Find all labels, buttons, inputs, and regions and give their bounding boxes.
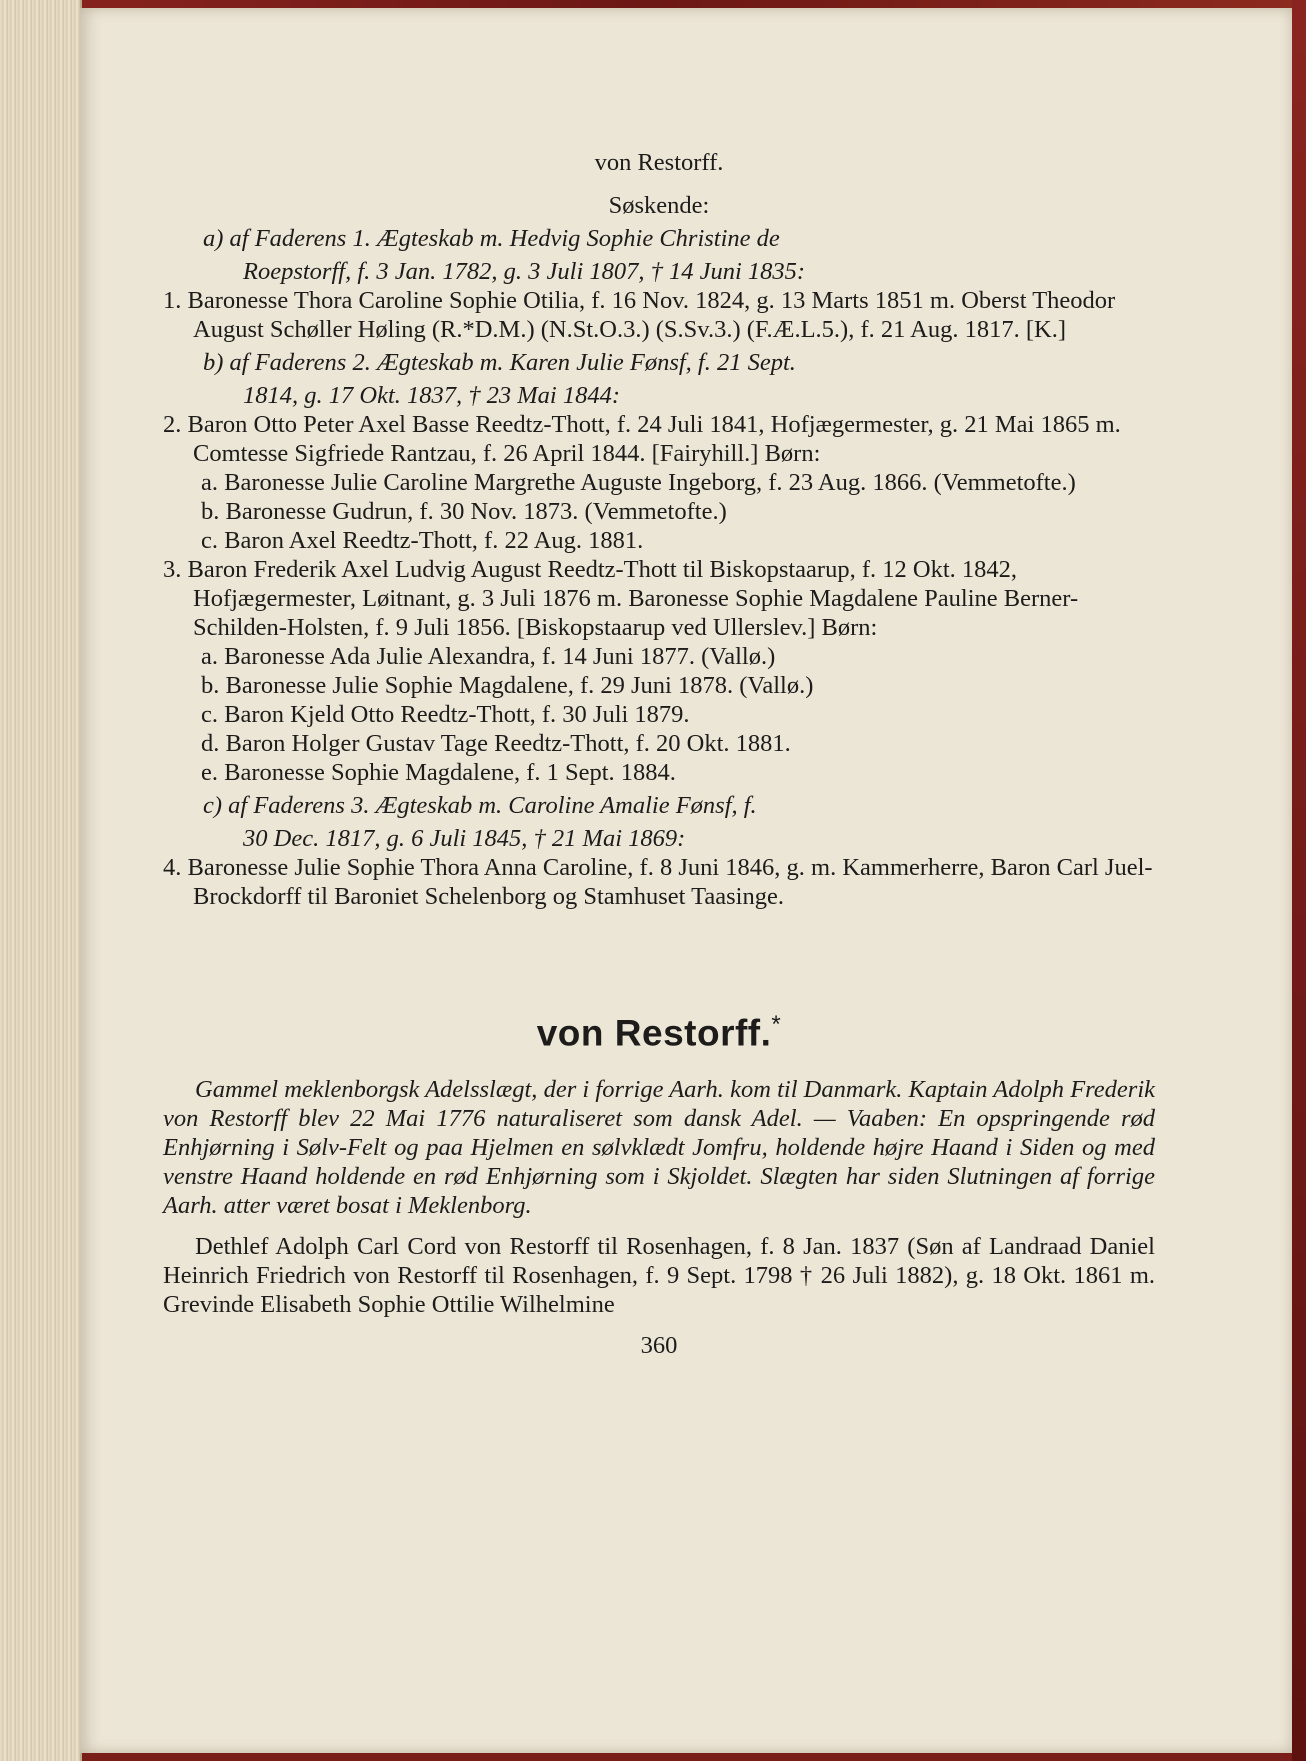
page-text [163, 148, 1155, 1360]
family-title-text: von Restorff. [536, 1012, 772, 1054]
page-stack-edge [0, 0, 82, 1761]
footnote-mark: * [771, 1011, 782, 1038]
subheading-a-line2: Roepstorff, f. 3 Jan. 1782, g. 3 Juli 1807, † 14 Juni 1835: [243, 258, 806, 285]
subheading-c-line2: 30 Dec. 1817, g. 6 Juli 1845, † 21 Mai 1869: [243, 825, 686, 852]
subheading-b-line1: b) af Faderens 2. Ægteskab m. Karen Julie Fønsf, f. 21 Sept. [203, 349, 796, 376]
book-cover-right [1292, 0, 1306, 1761]
family-title [163, 1005, 1155, 1053]
subheading-c-line1: c) af Faderens 3. Ægteskab m. Caroline Amalie Fønsf, f. [203, 792, 757, 819]
subheading-b-line2: 1814, g. 17 Okt. 1837, † 23 Mai 1844: [243, 382, 620, 409]
entry-3-child-d: d. Baron Holger Gustav Tage Reedtz-Thott, f. 20 Okt. 1881. [201, 730, 791, 757]
entry-4: 4. Baronesse Julie Sophie Thora Anna Caroline, f. 8 Juni 1846, g. m. Kammerherre, Baron Carl Juel-Brockdorff til Baroniet Schelenborg og Stamhuset Taasinge. [163, 854, 1153, 910]
page-number: 360 [640, 1332, 678, 1360]
entry-3-child-b: b. Baronesse Julie Sophie Magdalene, f. 29 Juni 1878. (Vallø.) [201, 672, 814, 699]
entry-3-child-c: c. Baron Kjeld Otto Reedtz-Thott, f. 30 Juli 1879. [201, 701, 690, 728]
subheading-a-line1: a) af Faderens 1. Ægteskab m. Hedvig Sophie Christine de [203, 225, 780, 252]
entry-3-child-a: a. Baronesse Ada Julie Alexandra, f. 14 Juni 1877. (Vallø.) [201, 643, 776, 670]
entry-2-child-b: b. Baronesse Gudrun, f. 30 Nov. 1873. (Vemmetofte.) [201, 498, 727, 525]
entry-2-child-a: a. Baronesse Julie Caroline Margrethe Auguste Ingeborg, f. 23 Aug. 1866. (Vemmetofte.) [201, 469, 1076, 496]
entry-3: 3. Baron Frederik Axel Ludvig August Reedtz-Thott til Biskopstaarup, f. 12 Okt. 1842, Hofjægermester, Løitnant, g. 3 Juli 1876 m. Baronesse Sophie Magdalene Pauline Berner-Schilden-Holsten, f. 9 Juli 1856. [Biskopstaarup ved Ullerslev.] Børn: [163, 556, 1079, 641]
entry-2: 2. Baron Otto Peter Axel Basse Reedtz-Thott, f. 24 Juli 1841, Hofjægermester, g. 21 Mai 1865 m. Comtesse Sigfriede Rantzau, f. 26 April 1844. [Fairyhill.] Børn: [163, 411, 1121, 467]
entry-2-child-c: c. Baron Axel Reedtz-Thott, f. 22 Aug. 1881. [201, 527, 644, 554]
entry-3-child-e: e. Baronesse Sophie Magdalene, f. 1 Sept. 1884. [201, 759, 676, 786]
running-head: von Restorff. [594, 149, 724, 176]
family-intro: Gammel meklenborgsk Adelsslægt, der i forrige Aarh. kom til Danmark. Kaptain Adolph Frederik von Restorff blev 22 Mai 1776 naturaliseret som dansk Adel. — Vaaben: En opspringende rød Enhjørning i Sølv-Felt og paa Hjelmen en sølvklædt Jomfru, holdende højre Haand i Siden og med venstre Haand holdende en rød Enhjørning som i Skjoldet. Slægten har siden Slutningen af forrige Aarh. atter været bosat i Meklenborg. [163, 1076, 1155, 1220]
entry-1: 1. Baronesse Thora Caroline Sophie Otilia, f. 16 Nov. 1824, g. 13 Marts 1851 m. Oberst Theodor August Schøller Høling (R.*D.M.) (N.St.O.3.) (S.Sv.3.) (F.Æ.L.5.), f. 21 Aug. 1817. [K.] [163, 287, 1116, 343]
family-entry-dethlef: Dethlef Adolph Carl Cord von Restorff til Rosenhagen, f. 8 Jan. 1837 (Søn af Landraad Daniel Heinrich Friedrich von Restorff til Rosenhagen, f. 9 Sept. 1798 † 26 Juli 1882), g. 18 Okt. 1861 m. Grevinde Elisabeth Sophie Ottilie Wilhelmine [163, 1233, 1155, 1319]
section-heading-soskende: Søskende: [608, 192, 710, 219]
